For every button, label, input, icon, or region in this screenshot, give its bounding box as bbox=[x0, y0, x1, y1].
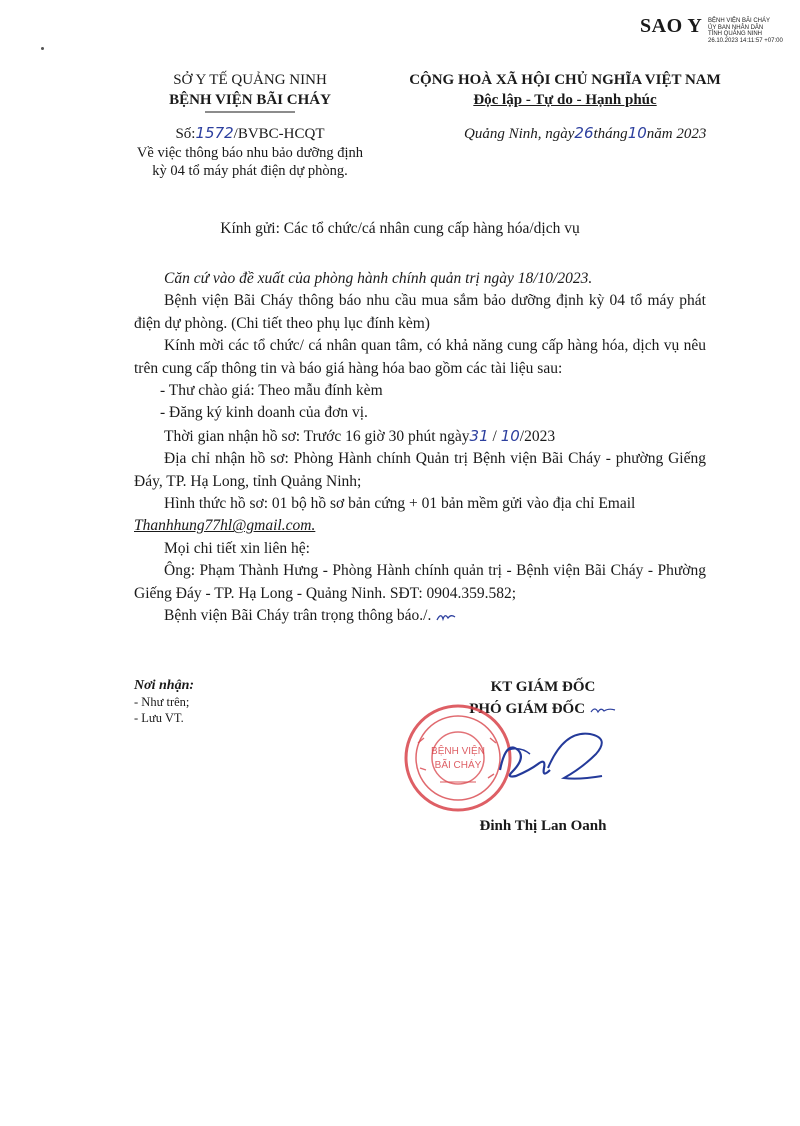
bullet-quote: - Thư chào giá: Theo mẫu đính kèm bbox=[160, 382, 383, 400]
copy-stamp-title: SAO Y bbox=[640, 15, 703, 37]
unit-underline bbox=[205, 111, 295, 114]
bullet-registration: - Đăng ký kinh doanh của đơn vị. bbox=[160, 404, 368, 422]
document-number: Số:1572/BVBC-HCQT bbox=[175, 124, 325, 142]
handwritten-number: 1572 bbox=[195, 124, 234, 142]
document-date: Quảng Ninh, ngày26tháng10năm 2023 bbox=[464, 124, 707, 142]
closing-paragraph: Bệnh viện Bãi Cháy trân trọng thông báo./. bbox=[134, 605, 706, 627]
initial-mark-icon bbox=[589, 704, 617, 716]
deadline-paragraph: Thời gian nhận hồ sơ: Trước 16 giờ 30 phút ngày31 / 10/2023 bbox=[164, 426, 556, 445]
recipients-list bbox=[134, 678, 334, 726]
recipient-line: Kính gửi: Các tổ chức/cá nhân cung cấp hàng hóa/dịch vụ bbox=[220, 220, 580, 237]
handwritten-day: 26 bbox=[574, 124, 594, 142]
contact-paragraph: Ông: Phạm Thành Hưng - Phòng Hành chính quản trị - Bệnh viện Bãi Cháy - Phường Giếng Đáy - TP. Hạ Long - Quảng Ninh. SĐT: 0904.359.582; bbox=[134, 562, 706, 602]
handwritten-month: 10 bbox=[627, 124, 647, 142]
handwritten-deadline-day: 31 bbox=[469, 426, 489, 445]
basis-paragraph: Căn cứ vào đề xuất của phòng hành chính quản trị ngày 18/10/2023. bbox=[164, 270, 593, 287]
header-nation bbox=[385, 70, 745, 110]
address-paragraph: Địa chỉ nhận hồ sơ: Phòng Hành chính Quản trị Bệnh viện Bãi Cháy - phường Giếng Đáy, TP. Hạ Long, tỉnh Quảng Ninh; bbox=[134, 450, 706, 490]
initial-mark-icon bbox=[435, 610, 457, 624]
seal-text-line: BÃI CHÁY bbox=[434, 760, 482, 771]
contact-intro: Mọi chi tiết xin liên hệ: bbox=[164, 539, 310, 557]
email-paragraph bbox=[134, 515, 706, 537]
copy-stamp bbox=[640, 15, 795, 45]
parent-organization: SỞ Y TẾ QUẢNG NINH bbox=[173, 72, 327, 88]
recipient-item: - Như trên; bbox=[134, 695, 190, 709]
invitation-paragraph: Kính mời các tổ chức/ cá nhân quan tâm, có khả năng cung cấp hàng hóa, dịch vụ nêu trên cung cấp thông tin và báo giá hàng hóa bao gồm các tài liệu sau: bbox=[134, 337, 706, 377]
email-link[interactable]: Thanhhung77hl@gmail.com. bbox=[134, 517, 316, 535]
header-organization bbox=[130, 70, 370, 114]
signature-title: PHÓ GIÁM ĐỐC bbox=[418, 698, 668, 720]
issuing-unit: BỆNH VIỆN BÃI CHÁY bbox=[169, 92, 331, 108]
seal-text-line: BỆNH VIỆN bbox=[431, 746, 485, 757]
recipient-item: - Lưu VT. bbox=[134, 711, 184, 725]
signature-authority: KT GIÁM ĐỐC bbox=[490, 679, 596, 695]
signer-name: Đinh Thị Lan Oanh bbox=[479, 818, 607, 834]
handwritten-signature-icon bbox=[478, 720, 628, 800]
nation-title: CỘNG HOÀ XÃ HỘI CHỦ NGHĨA VIỆT NAM bbox=[409, 72, 721, 88]
copy-stamp-details: BỆNH VIỆN BÃI CHÁY ỦY BAN NHÂN DÂN TỈNH QUẢNG NINH 26.10.2023 14:11:57 +07:00 bbox=[708, 18, 783, 44]
notice-paragraph: Bệnh viện Bãi Cháy thông báo nhu cầu mua sắm bảo dưỡng định kỳ 04 tổ máy phát điện dự phòng. (Chi tiết theo phụ lục đính kèm) bbox=[134, 292, 706, 332]
handwritten-deadline-month: 10 bbox=[500, 426, 520, 445]
document-body bbox=[134, 268, 706, 628]
format-paragraph: Hình thức hồ sơ: 01 bộ hồ sơ bản cứng + 01 bản mềm gửi vào địa chỉ Email bbox=[164, 495, 636, 513]
document-subject: Về việc thông báo nhu bảo dưỡng định kỳ 04 tổ máy phát điện dự phòng. bbox=[136, 145, 364, 179]
national-motto: Độc lập - Tự do - Hạnh phúc bbox=[473, 92, 657, 108]
scan-speck bbox=[41, 47, 44, 50]
recipients-title: Nơi nhận: bbox=[134, 678, 195, 693]
